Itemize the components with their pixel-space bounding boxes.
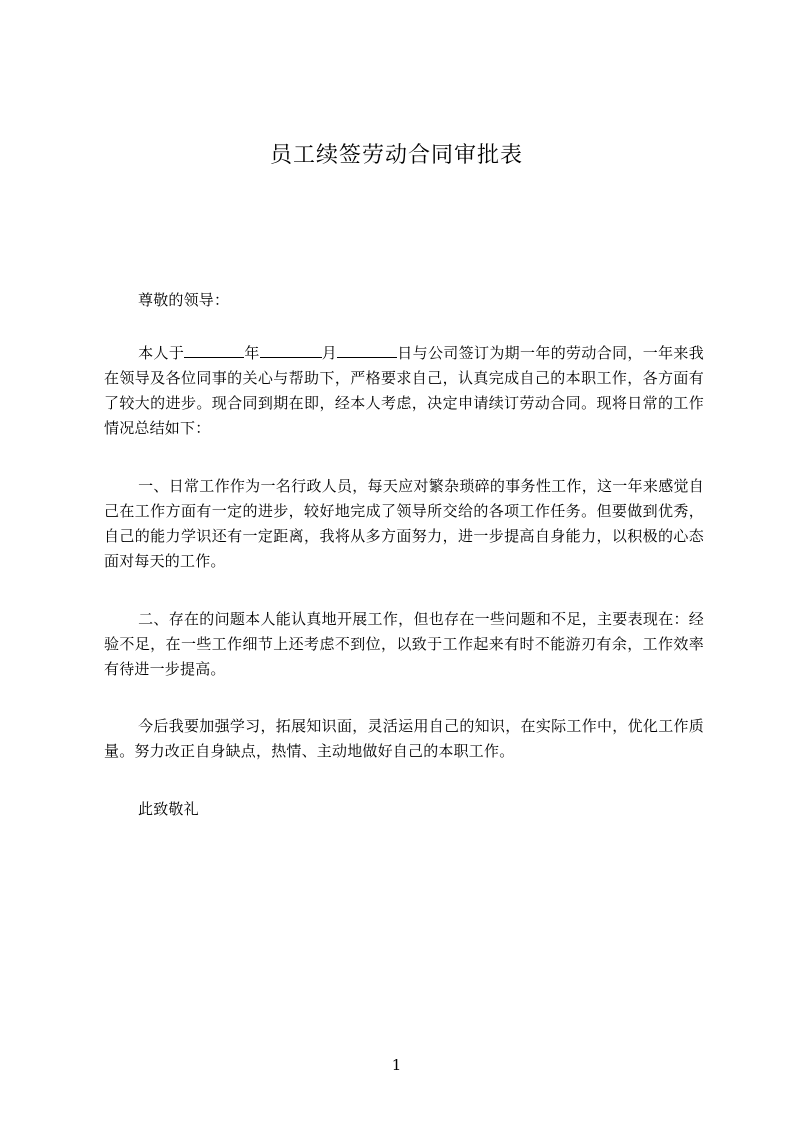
closing-text: 此致敬礼 <box>138 800 199 818</box>
paragraph-problems <box>104 607 704 682</box>
year-label: 年 <box>244 344 260 362</box>
problems-text: 二、存在的问题本人能认真地开展工作，但也存在一些问题和不足，主要表现在：经验不足，在一些工作细节上还考虑不到位，以致于工作起来有时不能游刃有余，工作效率有待进一步提高。 <box>104 610 704 678</box>
page-number: 1 <box>391 1056 402 1074</box>
intro-rest: 日与公司签订为期一年的劳动合同，一年来我在领导及各位同事的关心与帮助下，严格要求自己，认真完成自己的本职工作，各方面有了较大的进步。现合同到期在即，经本人考虑，决定申请续订劳动合同。现将日常的工作情况总结如下： <box>104 344 704 437</box>
closing <box>104 797 704 822</box>
salutation <box>104 288 704 313</box>
paragraph-intro <box>104 341 704 441</box>
month-blank <box>260 343 322 358</box>
future-text: 今后我要加强学习，拓展知识面，灵活运用自己的知识，在实际工作中，优化工作质量。努力改正自身缺点，热情、主动地做好自己的本职工作。 <box>104 717 704 760</box>
month-label: 月 <box>321 344 338 362</box>
year-blank <box>184 343 244 358</box>
paragraph-daily-work <box>104 474 704 574</box>
daily-work-text: 一、日常工作作为一名行政人员，每天应对繁杂琐碎的事务性工作，这一年来感觉自己在工作方面有一定的进步，较好地完成了领导所交给的各项工作任务。但要做到优秀，自己的能力学识还有一定距离，我将从多方面努力，进一步提高自身能力，以积极的心态面对每天的工作。 <box>104 477 704 570</box>
intro-prefix: 本人于 <box>138 344 185 362</box>
document-title: 员工续签劳动合同审批表 <box>269 143 523 168</box>
salutation-text: 尊敬的领导： <box>138 291 230 309</box>
day-blank <box>337 343 397 358</box>
paragraph-future <box>104 714 704 764</box>
